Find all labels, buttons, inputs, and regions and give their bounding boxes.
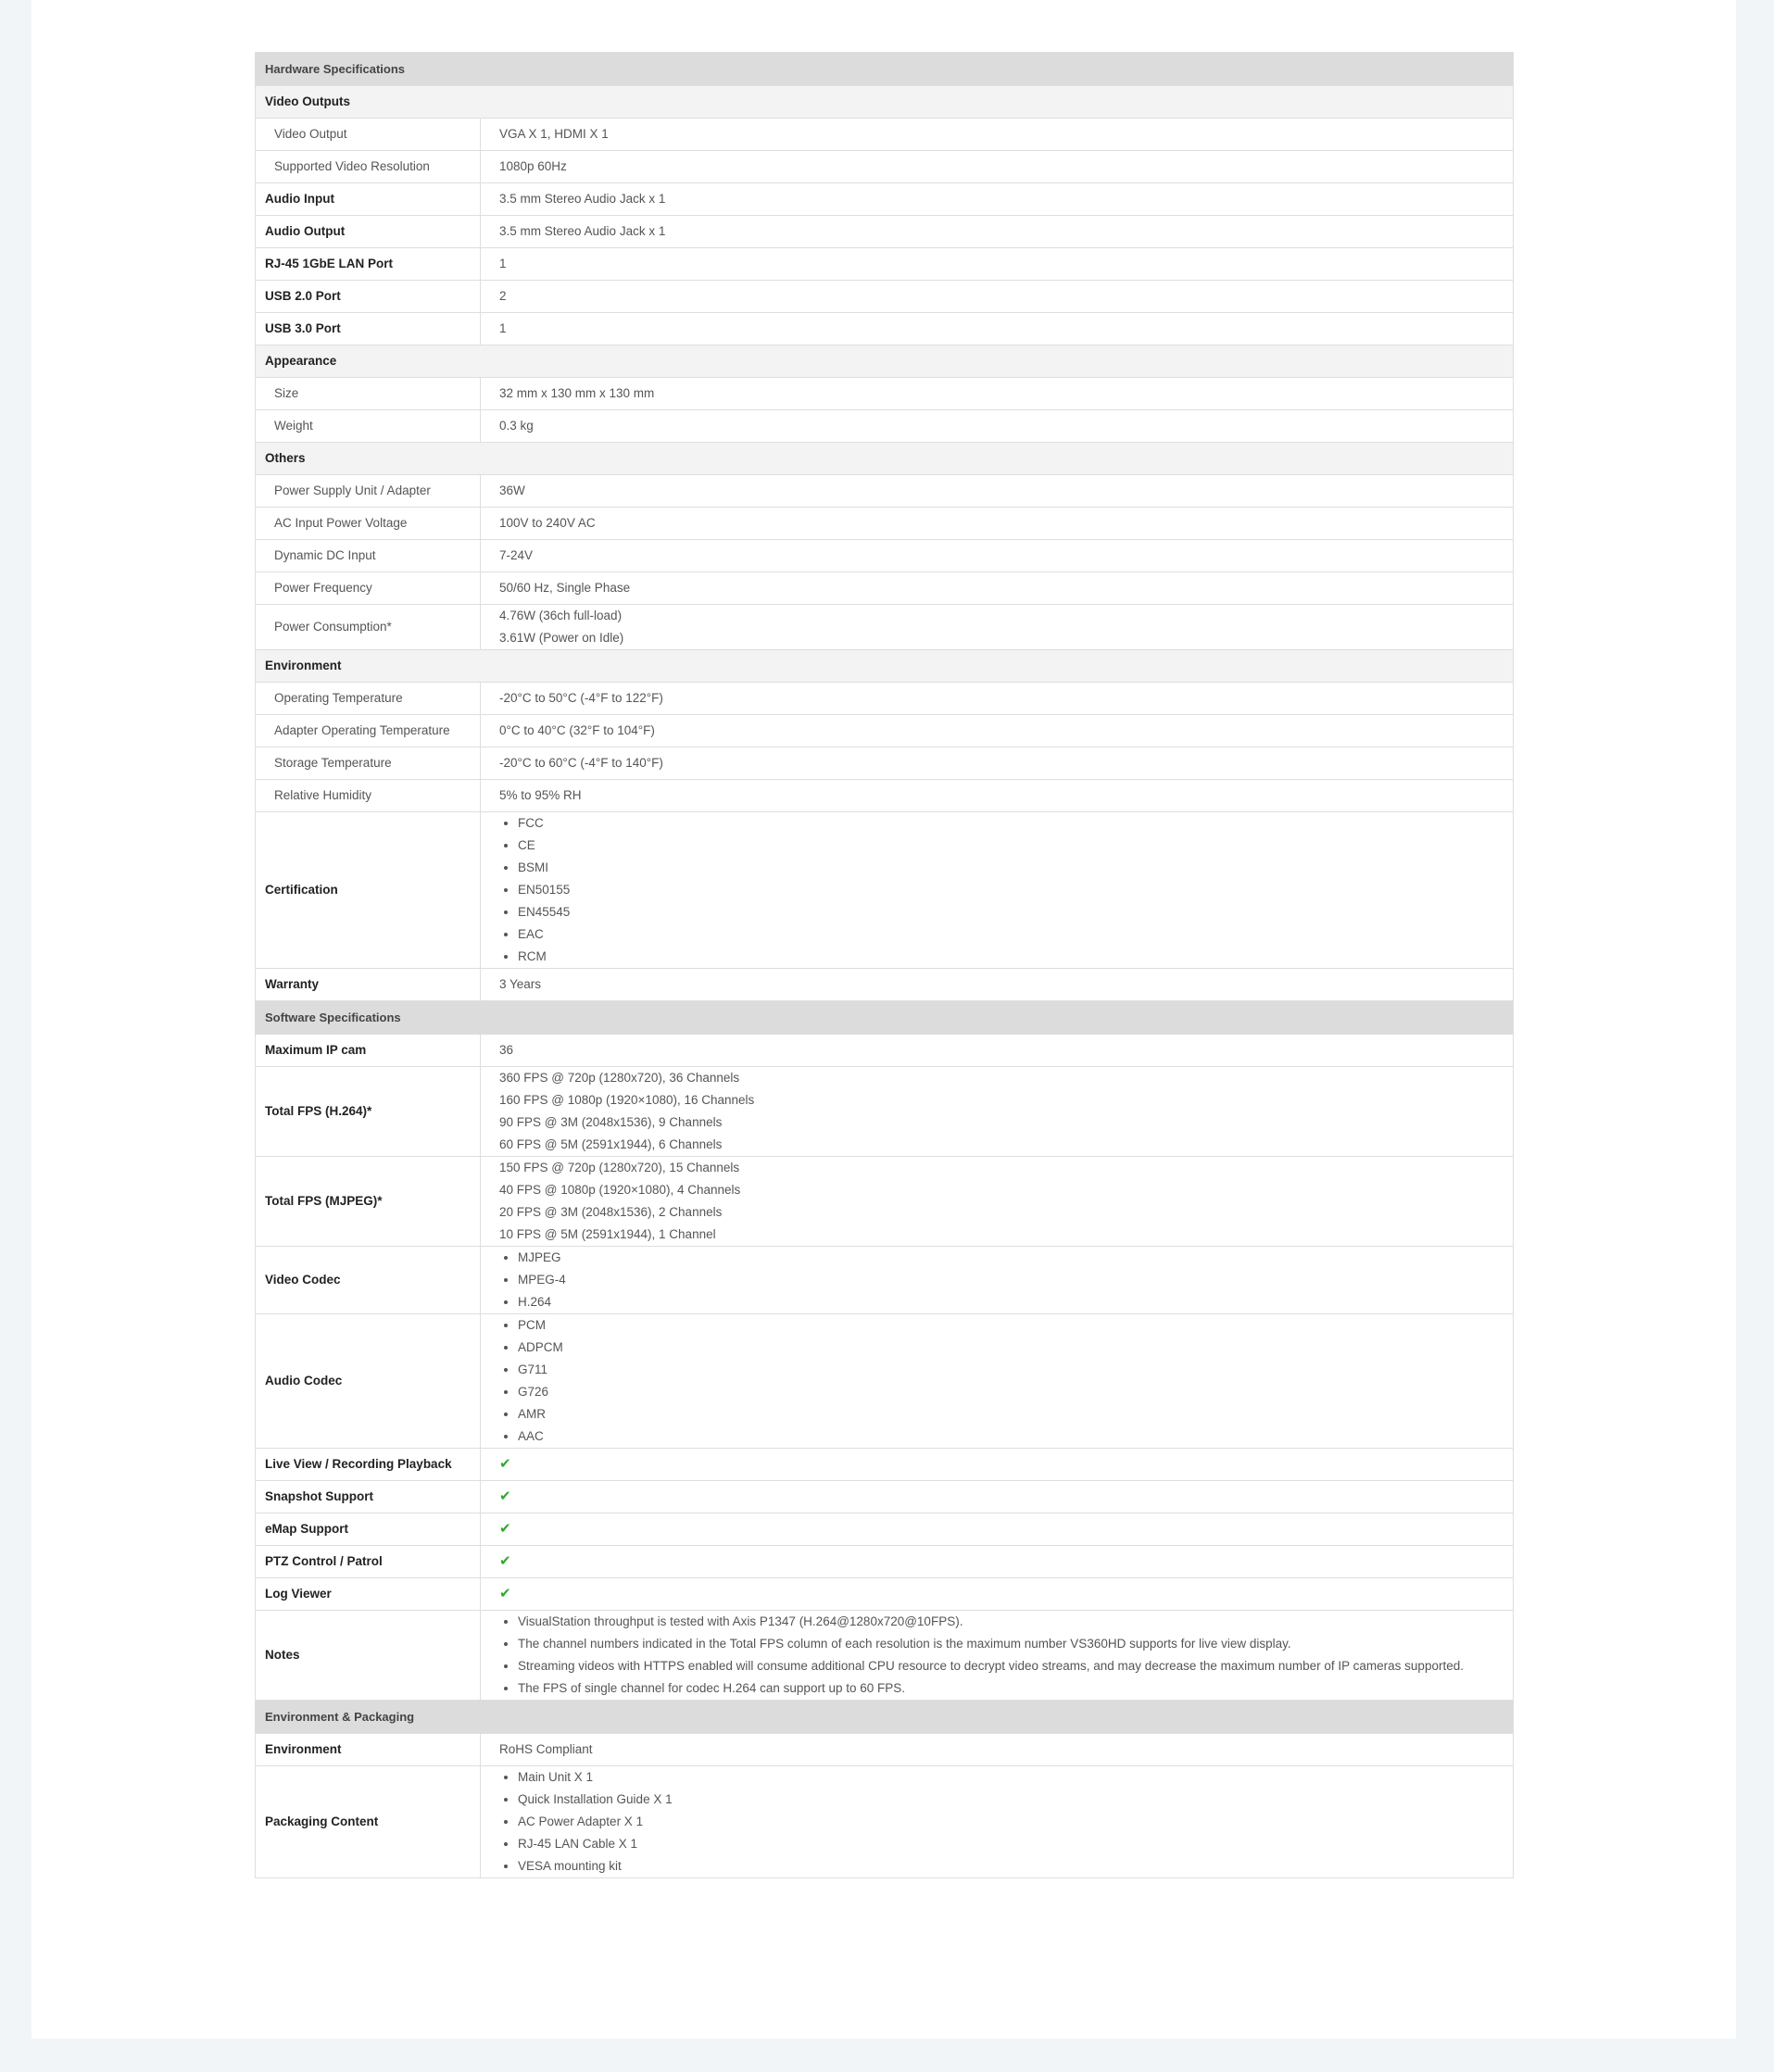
group-appearance bbox=[256, 345, 1514, 378]
spec-table bbox=[255, 52, 1514, 1878]
table-row bbox=[256, 1611, 1514, 1701]
group-title: Video Outputs bbox=[256, 86, 1514, 119]
list-item: • Main Unit X 1 bbox=[518, 1766, 1503, 1789]
table-row bbox=[256, 119, 1514, 151]
list-item: • AC Power Adapter X 1 bbox=[518, 1811, 1503, 1833]
table-row bbox=[256, 780, 1514, 812]
value-line: 10 FPS @ 5M (2591x1944), 1 Channel bbox=[499, 1227, 716, 1241]
spec-label: Live View / Recording Playback bbox=[256, 1449, 481, 1481]
packaging-list bbox=[499, 1766, 1503, 1877]
spec-label: Size bbox=[256, 378, 481, 410]
spec-label: USB 2.0 Port bbox=[256, 281, 481, 313]
spec-value: 7-24V bbox=[481, 540, 1514, 572]
check-icon: ✔ bbox=[499, 1521, 511, 1537]
spec-label: AC Input Power Voltage bbox=[256, 508, 481, 540]
spec-label: Maximum IP cam bbox=[256, 1035, 481, 1067]
spec-value: 3.5 mm Stereo Audio Jack x 1 bbox=[481, 216, 1514, 248]
spec-label: Log Viewer bbox=[256, 1578, 481, 1611]
spec-label: Notes bbox=[256, 1611, 481, 1701]
spec-value: 5% to 95% RH bbox=[481, 780, 1514, 812]
spec-label: Power Consumption* bbox=[256, 605, 481, 650]
table-row bbox=[256, 683, 1514, 715]
value-line: 60 FPS @ 5M (2591x1944), 6 Channels bbox=[499, 1137, 723, 1151]
spec-label: eMap Support bbox=[256, 1513, 481, 1546]
spec-value: -20°C to 60°C (-4°F to 140°F) bbox=[481, 747, 1514, 780]
spec-label: Dynamic DC Input bbox=[256, 540, 481, 572]
section-packaging bbox=[256, 1701, 1514, 1734]
list-item: • H.264 bbox=[518, 1291, 1503, 1313]
value-line: 150 FPS @ 720p (1280x720), 15 Channels bbox=[499, 1161, 740, 1174]
spec-value: 36W bbox=[481, 475, 1514, 508]
list-item: • FCC bbox=[518, 812, 1503, 835]
spec-value bbox=[481, 1546, 1514, 1578]
group-video-outputs bbox=[256, 86, 1514, 119]
spec-label: Snapshot Support bbox=[256, 1481, 481, 1513]
list-item: • CE bbox=[518, 835, 1503, 857]
table-row bbox=[256, 1247, 1514, 1314]
list-item: • EAC bbox=[518, 923, 1503, 946]
page-container bbox=[31, 0, 1736, 2039]
spec-value: 3.5 mm Stereo Audio Jack x 1 bbox=[481, 183, 1514, 216]
spec-value bbox=[481, 1578, 1514, 1611]
spec-value bbox=[481, 1766, 1514, 1878]
group-title: Environment bbox=[256, 650, 1514, 683]
spec-label: RJ-45 1GbE LAN Port bbox=[256, 248, 481, 281]
table-row bbox=[256, 313, 1514, 345]
check-icon: ✔ bbox=[499, 1488, 511, 1504]
table-row bbox=[256, 1513, 1514, 1546]
value-line: 360 FPS @ 720p (1280x720), 36 Channels bbox=[499, 1071, 740, 1085]
group-title: Others bbox=[256, 443, 1514, 475]
check-icon: ✔ bbox=[499, 1586, 511, 1601]
spec-value: VGA X 1, HDMI X 1 bbox=[481, 119, 1514, 151]
spec-label: Storage Temperature bbox=[256, 747, 481, 780]
table-row bbox=[256, 1157, 1514, 1247]
value-line: 160 FPS @ 1080p (1920×1080), 16 Channels bbox=[499, 1093, 755, 1107]
spec-label: Adapter Operating Temperature bbox=[256, 715, 481, 747]
table-row bbox=[256, 1734, 1514, 1766]
table-row bbox=[256, 475, 1514, 508]
spec-label: USB 3.0 Port bbox=[256, 313, 481, 345]
table-row bbox=[256, 508, 1514, 540]
table-row bbox=[256, 216, 1514, 248]
list-item: • G726 bbox=[518, 1381, 1503, 1403]
list-item: • AAC bbox=[518, 1425, 1503, 1448]
table-row bbox=[256, 1035, 1514, 1067]
value-line: 4.76W (36ch full-load) bbox=[499, 609, 623, 622]
video-codec-list bbox=[499, 1247, 1503, 1313]
list-item: • VisualStation throughput is tested with Axis P1347 (H.264@1280x720@10FPS). bbox=[518, 1611, 1503, 1633]
table-row bbox=[256, 1546, 1514, 1578]
spec-value: 1 bbox=[481, 248, 1514, 281]
table-row bbox=[256, 1314, 1514, 1449]
spec-value: RoHS Compliant bbox=[481, 1734, 1514, 1766]
spec-label: Power Supply Unit / Adapter bbox=[256, 475, 481, 508]
list-item: • EN50155 bbox=[518, 879, 1503, 901]
spec-value: 1 bbox=[481, 313, 1514, 345]
table-row bbox=[256, 1578, 1514, 1611]
table-row bbox=[256, 378, 1514, 410]
value-line: 20 FPS @ 3M (2048x1536), 2 Channels bbox=[499, 1205, 723, 1219]
list-item: • G711 bbox=[518, 1359, 1503, 1381]
table-row bbox=[256, 248, 1514, 281]
spec-value: 2 bbox=[481, 281, 1514, 313]
group-environment bbox=[256, 650, 1514, 683]
table-row bbox=[256, 747, 1514, 780]
list-item: • RJ-45 LAN Cable X 1 bbox=[518, 1833, 1503, 1855]
list-item: • MPEG-4 bbox=[518, 1269, 1503, 1291]
value-line: 3.61W (Power on Idle) bbox=[499, 631, 624, 645]
list-item: • AMR bbox=[518, 1403, 1503, 1425]
spec-label: Power Frequency bbox=[256, 572, 481, 605]
table-row bbox=[256, 540, 1514, 572]
spec-label: Audio Output bbox=[256, 216, 481, 248]
list-item: • MJPEG bbox=[518, 1247, 1503, 1269]
spec-label: Certification bbox=[256, 812, 481, 969]
list-item: • Quick Installation Guide X 1 bbox=[518, 1789, 1503, 1811]
table-row bbox=[256, 1481, 1514, 1513]
spec-value: 0.3 kg bbox=[481, 410, 1514, 443]
group-title: Appearance bbox=[256, 345, 1514, 378]
spec-label: Video Codec bbox=[256, 1247, 481, 1314]
spec-value: 36 bbox=[481, 1035, 1514, 1067]
table-row bbox=[256, 605, 1514, 650]
spec-value bbox=[481, 1449, 1514, 1481]
list-item: • ADPCM bbox=[518, 1337, 1503, 1359]
check-icon: ✔ bbox=[499, 1456, 511, 1472]
spec-label: Warranty bbox=[256, 969, 481, 1001]
spec-value: 50/60 Hz, Single Phase bbox=[481, 572, 1514, 605]
table-row bbox=[256, 183, 1514, 216]
spec-label: Packaging Content bbox=[256, 1766, 481, 1878]
table-row bbox=[256, 715, 1514, 747]
table-row bbox=[256, 410, 1514, 443]
spec-label: Environment bbox=[256, 1734, 481, 1766]
spec-label: PTZ Control / Patrol bbox=[256, 1546, 481, 1578]
check-icon: ✔ bbox=[499, 1553, 511, 1569]
spec-value: 32 mm x 130 mm x 130 mm bbox=[481, 378, 1514, 410]
spec-value bbox=[481, 1067, 1514, 1157]
table-row bbox=[256, 1766, 1514, 1878]
spec-label: Total FPS (H.264)* bbox=[256, 1067, 481, 1157]
spec-value bbox=[481, 1157, 1514, 1247]
value-line: 90 FPS @ 3M (2048x1536), 9 Channels bbox=[499, 1115, 723, 1129]
spec-value bbox=[481, 1247, 1514, 1314]
list-item: • The channel numbers indicated in the Total FPS column of each resolution is the maximum number VS360HD supports for live view display. bbox=[518, 1633, 1503, 1655]
list-item: • EN45545 bbox=[518, 901, 1503, 923]
table-row bbox=[256, 1449, 1514, 1481]
group-others bbox=[256, 443, 1514, 475]
spec-value bbox=[481, 605, 1514, 650]
audio-codec-list bbox=[499, 1314, 1503, 1448]
value-line: 40 FPS @ 1080p (1920×1080), 4 Channels bbox=[499, 1183, 741, 1197]
certification-list bbox=[499, 812, 1503, 968]
spec-label: Supported Video Resolution bbox=[256, 151, 481, 183]
table-row bbox=[256, 969, 1514, 1001]
spec-label: Audio Input bbox=[256, 183, 481, 216]
notes-list bbox=[499, 1611, 1503, 1700]
spec-label: Audio Codec bbox=[256, 1314, 481, 1449]
spec-value: 100V to 240V AC bbox=[481, 508, 1514, 540]
spec-value bbox=[481, 1611, 1514, 1701]
list-item: • PCM bbox=[518, 1314, 1503, 1337]
spec-value bbox=[481, 1481, 1514, 1513]
table-row bbox=[256, 281, 1514, 313]
spec-label: Weight bbox=[256, 410, 481, 443]
table-row bbox=[256, 151, 1514, 183]
section-title: Environment & Packaging bbox=[256, 1701, 1514, 1734]
list-item: • RCM bbox=[518, 946, 1503, 968]
table-row bbox=[256, 1067, 1514, 1157]
spec-label: Relative Humidity bbox=[256, 780, 481, 812]
section-hardware bbox=[256, 53, 1514, 86]
spec-value: -20°C to 50°C (-4°F to 122°F) bbox=[481, 683, 1514, 715]
spec-label: Operating Temperature bbox=[256, 683, 481, 715]
spec-value bbox=[481, 812, 1514, 969]
list-item: • BSMI bbox=[518, 857, 1503, 879]
list-item: • The FPS of single channel for codec H.264 can support up to 60 FPS. bbox=[518, 1677, 1503, 1700]
spec-label: Video Output bbox=[256, 119, 481, 151]
spec-value: 3 Years bbox=[481, 969, 1514, 1001]
spec-value: 1080p 60Hz bbox=[481, 151, 1514, 183]
list-item: • VESA mounting kit bbox=[518, 1855, 1503, 1877]
spec-value: 0°C to 40°C (32°F to 104°F) bbox=[481, 715, 1514, 747]
table-row bbox=[256, 572, 1514, 605]
spec-value bbox=[481, 1513, 1514, 1546]
spec-value bbox=[481, 1314, 1514, 1449]
section-title: Software Specifications bbox=[256, 1001, 1514, 1035]
section-software bbox=[256, 1001, 1514, 1035]
spec-label: Total FPS (MJPEG)* bbox=[256, 1157, 481, 1247]
section-title: Hardware Specifications bbox=[256, 53, 1514, 86]
table-row bbox=[256, 812, 1514, 969]
list-item: • Streaming videos with HTTPS enabled will consume additional CPU resource to decrypt video streams, and may decrease the maximum number of IP cameras supported. bbox=[518, 1655, 1503, 1677]
